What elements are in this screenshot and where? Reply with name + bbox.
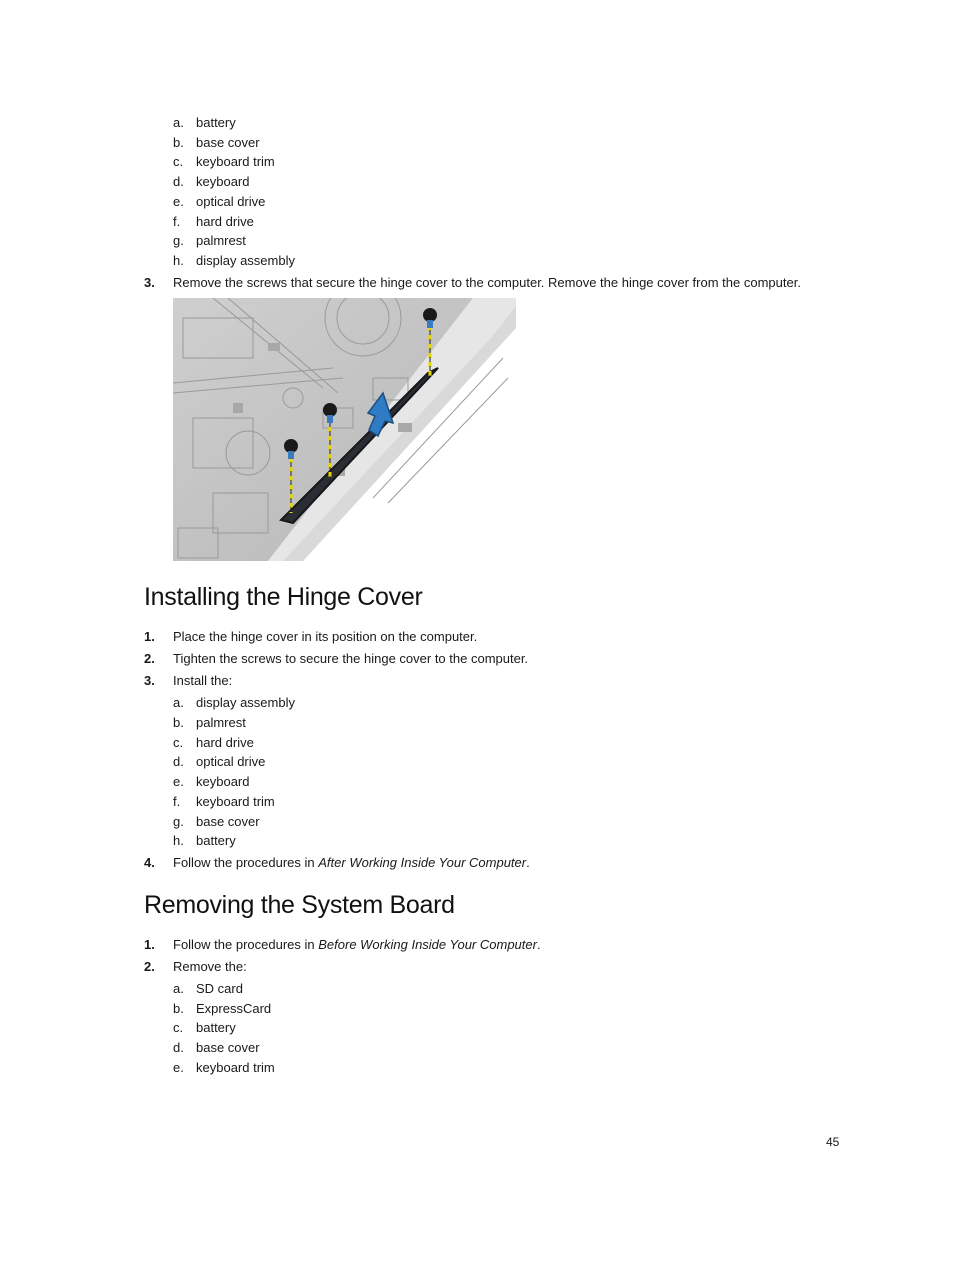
list-item: f. keyboard trim bbox=[173, 794, 275, 809]
list-item: e. keyboard bbox=[173, 774, 250, 789]
list-item: a. SD card bbox=[173, 981, 243, 996]
list-item: d. optical drive bbox=[173, 754, 266, 769]
step-remove-screws: 3. Remove the screws that secure the hinge cover to the computer. Remove the hinge cover from the computer. bbox=[144, 275, 801, 290]
list-item: b. base cover bbox=[173, 135, 260, 150]
list-item: b. ExpressCard bbox=[173, 1001, 272, 1016]
list-item: b. palmrest bbox=[173, 715, 246, 730]
list-item: h. battery bbox=[173, 833, 236, 848]
section-heading: Removing the System Board bbox=[144, 891, 455, 919]
list-item: a. display assembly bbox=[173, 695, 295, 710]
step: 2. Tighten the screws to secure the hinge cover to the computer. bbox=[144, 651, 529, 666]
list-item: d. keyboard bbox=[173, 174, 250, 189]
cross-reference-link[interactable]: Before Working Inside Your Computer bbox=[318, 937, 537, 952]
list-item: c. keyboard trim bbox=[173, 154, 275, 169]
step: 1. Place the hinge cover in its position on the computer. bbox=[144, 629, 478, 644]
list-item: d. base cover bbox=[173, 1040, 260, 1055]
list-item: e. optical drive bbox=[173, 194, 266, 209]
list-item: c. hard drive bbox=[173, 735, 254, 750]
list-item: g. base cover bbox=[173, 814, 260, 829]
list-item: c. battery bbox=[173, 1020, 236, 1035]
list-item: g. palmrest bbox=[173, 233, 246, 248]
step: 2. Remove the: bbox=[144, 959, 247, 974]
list-item: h. display assembly bbox=[173, 253, 295, 268]
step: 3. Install the: bbox=[144, 673, 233, 688]
hinge-cover-illustration bbox=[173, 298, 516, 561]
page-number: 45 bbox=[826, 1135, 840, 1149]
step: 4. Follow the procedures in After Working Inside Your Computer. bbox=[144, 855, 530, 870]
section-heading: Installing the Hinge Cover bbox=[144, 583, 423, 611]
step: 1. Follow the procedures in Before Working Inside Your Computer. bbox=[144, 937, 541, 952]
list-item: f. hard drive bbox=[173, 214, 254, 229]
cross-reference-link[interactable]: After Working Inside Your Computer bbox=[318, 855, 527, 870]
list-item: a. battery bbox=[173, 115, 236, 130]
list-item: e. keyboard trim bbox=[173, 1060, 275, 1075]
